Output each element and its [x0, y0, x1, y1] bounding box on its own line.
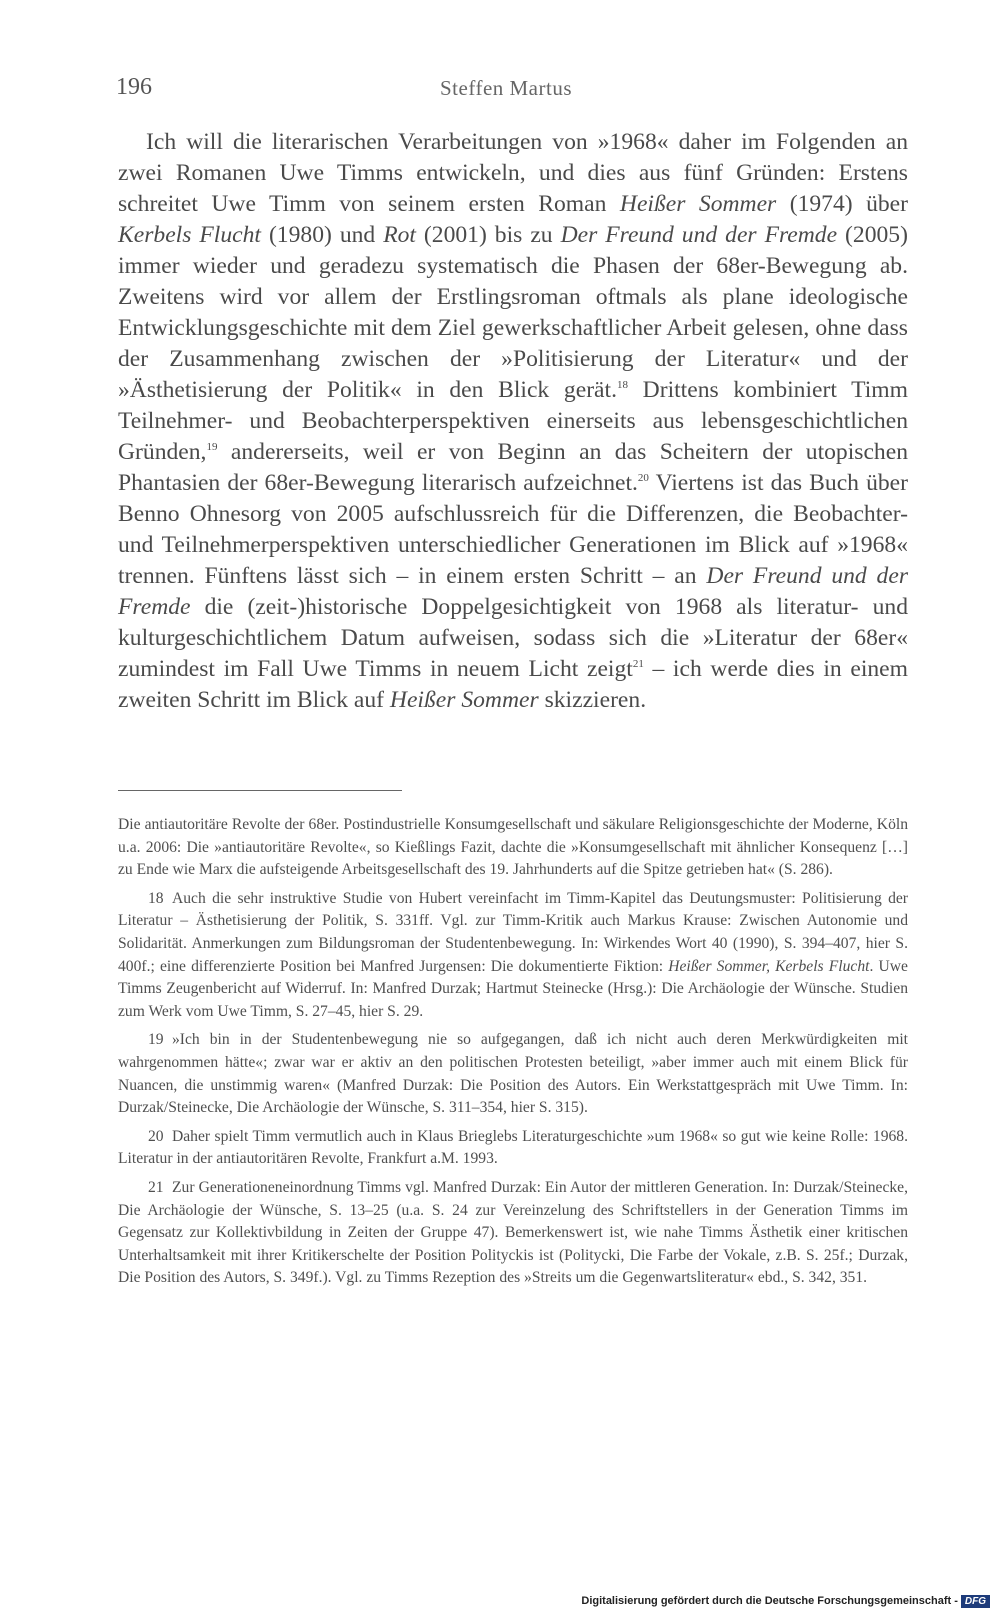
footnote-20	[118, 1126, 908, 1171]
page-number: 196	[116, 74, 152, 100]
body-text: Viertens ist das Buch über Benno Ohnesorg von 2005 aufschlussreich für die Differenzen, die Beobachter- und Teilnehmerperspektiven unterschiedlicher Generationen im Blick auf »1968« trennen. Fünftens lässt sich – in einem ersten Schritt – an	[118, 470, 908, 589]
footnote-ref: 21	[632, 658, 644, 670]
work-title: Rot	[383, 222, 416, 248]
footnote-text: »Ich bin in der Studentenbewegung nie so aufgegangen, daß ich nicht auch deren Merkwürdigkeiten mit wahrgenommen hätte«; zwar war er aktiv an den politischen Protesten beteiligt, »aber immer auch mit einem Blick für Nuancen, die unstimmig waren« (Manfred Durzak: Die Position des Autors. Ein Werkstattgespräch mit Uwe Timm. In: Durzak/Steinecke, Die Archäologie der Wünsche, S. 311–354, hier S. 315).	[118, 1031, 908, 1117]
body-text: andererseits, weil er von Beginn an das Scheitern der utopischen Phantasien der 68er-Bewegung literarisch aufzeichnet.	[118, 439, 908, 496]
footnote-text: Zur Generationeneinordnung Timms vgl. Manfred Durzak: Ein Autor der mittleren Generation. In: Durzak/Steinecke, Die Archäologie der Wünsche, S. 13–25 (u.a. S. 24 zur Vereinzelung des Schriftstellers in der Generation Timms im Gegensatz zur Kollektivbildung in Zeiten der Gruppe 47). Bemerkenswert ist, wie nahe Timms Ästhetik einer kritischen Unterhaltsamkeit mit ihrer Kritikerschelte der Position Polityckis ist (Politycki, Die Farbe der Vokale, z.B. S. 25f.; Durzak, Die Position des Autors, S. 349f.). Vgl. zu Timms Rezeption des »Streits um die Gegenwartsliteratur« ebd., S. 342, 351.	[118, 1178, 908, 1287]
body-text: (2001) bis zu	[415, 222, 561, 248]
footnote-text: . Uwe Timms Zeugenbericht auf Widerruf. In: Manfred Durzak; Hartmut Steinecke (Hrsg.): Die Archäologie der Wünsche. Studien zum Werk vom Uwe Timm, S. 27–45, hier S. 29.	[118, 957, 908, 1020]
work-title: Kerbels Flucht	[118, 222, 261, 248]
work-title: Der Freund und der Fremde	[118, 563, 909, 620]
body-text: Ich will die literarischen Verarbeitungen von »1968« daher im Folgenden an zwei Romanen Uwe Timms entwickeln, und dies aus fünf Gründen: Erstens schreitet Uwe Timm von seinem ersten Roman	[118, 129, 908, 217]
body-text: – ich werde dies in einem zweiten Schritt im Blick auf	[118, 656, 908, 713]
work-title: Heißer Sommer	[619, 191, 777, 217]
body-text: skizzieren.	[538, 687, 647, 713]
footnote-text: Auch die sehr instruktive Studie von Hubert vereinfacht im Timm-Kapitel das Deutungsmuster: Politisierung der Literatur – Ästhetisierung der Politik, S. 331ff. Vgl. zur Timm-Kritik auch Markus Krause: Zwischen Autonomie und Solidarität. Anmerkungen zum Bildungsroman der Studentenbewegung. In: Wirkendes Wort 40 (1990), S. 394–407, hier S. 400f.; eine differenzierte Position bei Manfred Jurgensen: Die dokumentierte Fiktion:	[118, 889, 908, 975]
footnote-divider	[118, 790, 402, 791]
footnote-ref: 19	[206, 441, 218, 453]
digitization-credit	[581, 1595, 990, 1608]
body-text: (1974) über	[776, 191, 909, 217]
dfg-logo: DFG	[961, 1595, 990, 1608]
body-text: die (zeit-)historische Doppelgesichtigkeit von 1968 als literatur- und kulturgeschichtlichem Datum aufweisen, sodass sich die »Literatur der 68er« zumindest im Fall Uwe Timms in neuem Licht zeigt	[118, 594, 908, 682]
footnote-ref: 18	[616, 379, 628, 391]
running-head: Steffen Martus	[440, 76, 573, 100]
footnote-number: 20	[148, 1127, 164, 1145]
digitization-text: Digitalisierung gefördert durch die Deutsche Forschungsgemeinschaft -	[581, 1595, 958, 1607]
footnote-21	[118, 1177, 908, 1290]
work-title: Heißer Sommer, Kerbels Flucht	[668, 957, 870, 975]
body-paragraph	[118, 127, 908, 716]
footnote-ref: 20	[637, 472, 649, 484]
footnote-continuation: Die antiautoritäre Revolte der 68er. Postindustrielle Konsumgesellschaft und säkulare Religionsgeschichte der Moderne, Köln u.a. 2006: Die »antiautoritäre Revolte«, so Kießlings Fazit, dachte die »Konsumgesellschaft mit ähnlicher Konsequenz […] zu Ende wie Marx die aufsteigende Arbeitsgesellschaft des 19. Jahrhunderts auf die Spitze getrieben hat« (S. 286).	[118, 816, 908, 879]
footnote-number: 18	[148, 889, 164, 907]
footnote-number: 19	[148, 1031, 164, 1049]
footnote-number: 21	[148, 1178, 164, 1196]
footnotes	[118, 814, 908, 1296]
body-text: (1980) und	[260, 222, 384, 248]
body-text: (2005) immer wieder und geradezu systematisch die Phasen der 68er-Bewegung ab. Zweitens wird vor allem der Erstlingsroman oftmals als plane ideologische Entwicklungsgeschichte mit dem Ziel gewerkschaftlicher Arbeit gelesen, ohne dass der Zusammenhang zwischen der »Politisierung der Literatur« und der »Ästhetisierung der Politik« in den Blick gerät.	[118, 222, 908, 403]
footnote-text: Daher spielt Timm vermutlich auch in Klaus Briegleb​s Literaturgeschichte »um 1968« so gut wie keine Rolle: 1968. Literatur in der antiautoritären Revolte, Frankfurt a.M. 1993.	[118, 1127, 908, 1168]
footnote-18	[118, 888, 908, 1024]
work-title: Heißer Sommer	[389, 687, 539, 713]
footnote-19	[118, 1029, 908, 1119]
work-title: Der Freund und der Fremde	[560, 222, 838, 248]
body-text: Drittens kombiniert Timm Teilnehmer- und Beobachterperspektiven einerseits aus lebensgeschichtlichen Gründen,	[118, 377, 909, 465]
